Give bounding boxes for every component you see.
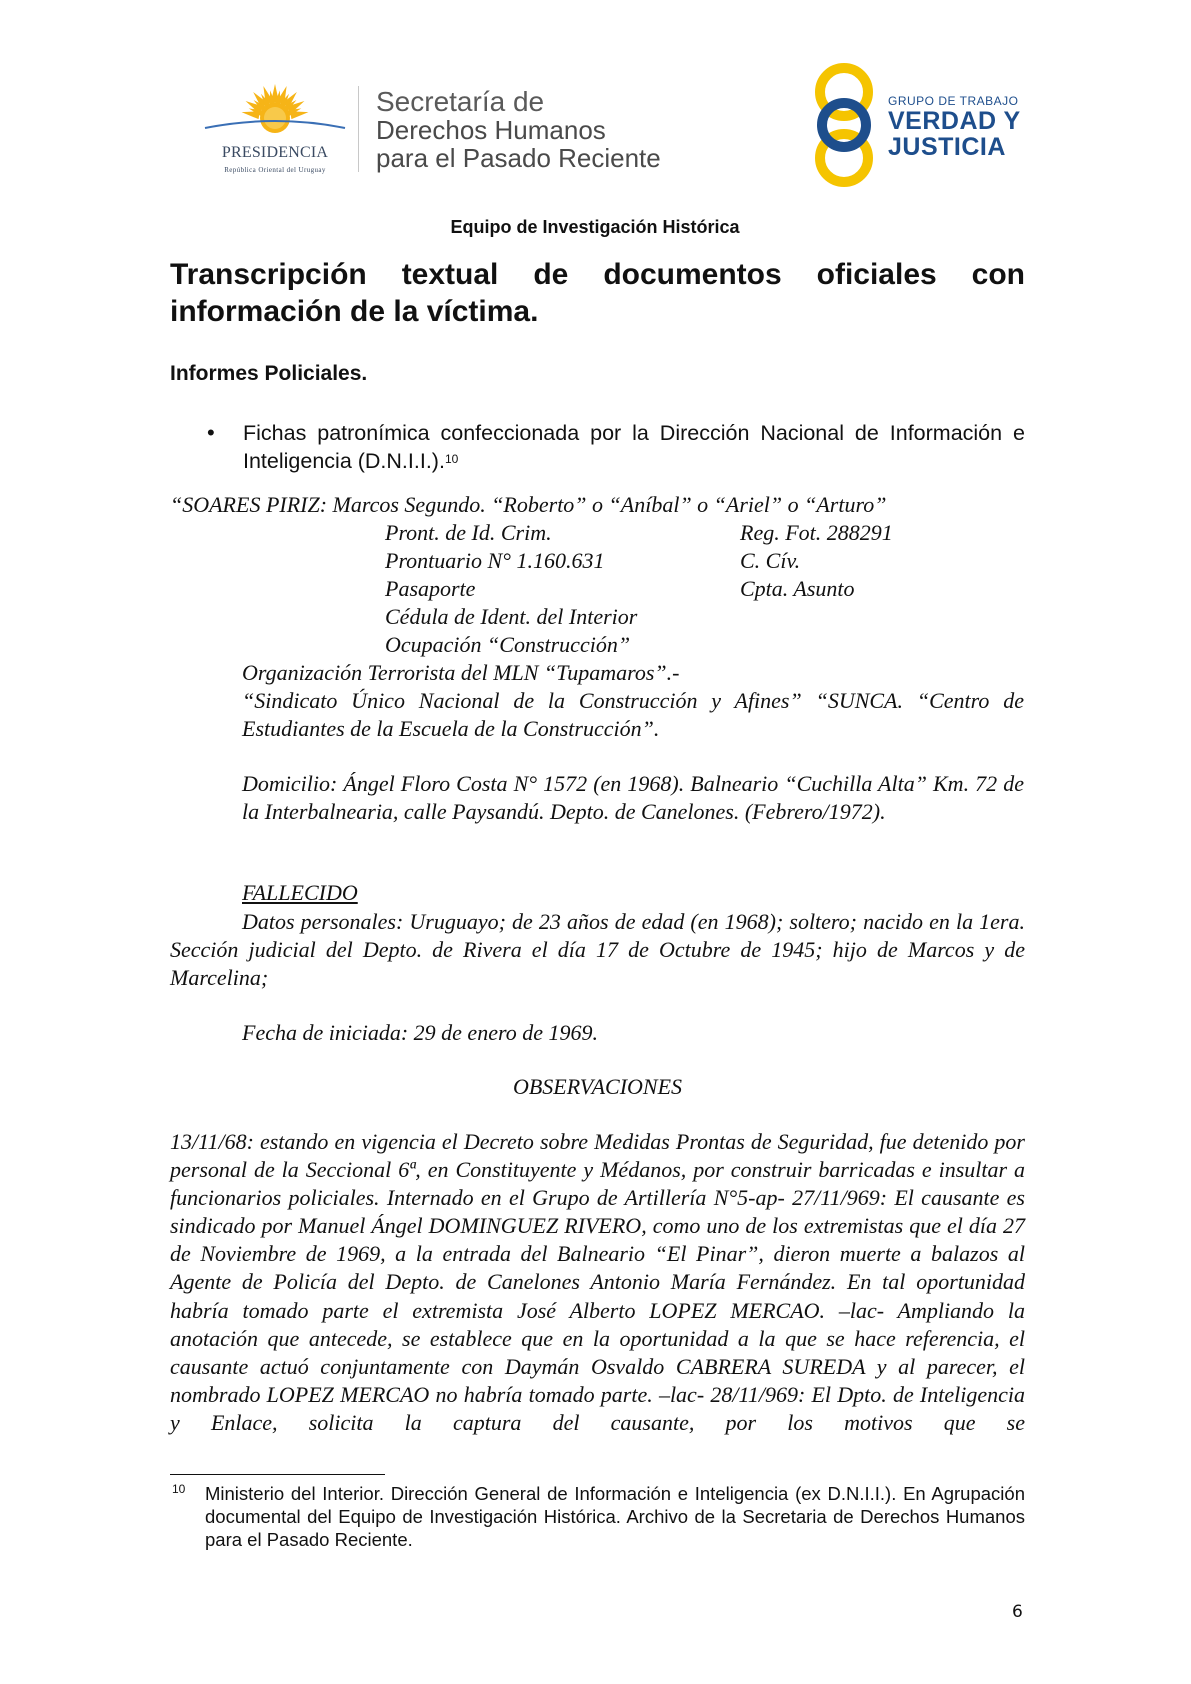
record-domicilio: Domicilio: Ángel Floro Costa N° 1572 (en 1968). Balneario “Cuchilla Alta” Km. 72 de la Interbalnearia, calle Paysandú. Depto. de Canelones. (Febrero/1972). [242,771,1024,824]
presidencia-logo [196,80,354,180]
secretaria-line-3: para el Pasado Reciente [376,143,661,173]
footnote-separator [170,1474,385,1475]
bullet-marker: • [207,420,215,445]
record-sindicato: “Sindicato Único Nacional de la Construcción y Afines” “SUNCA. “Centro de Estudiantes de la Escuela de la Construcción”. [242,688,1024,741]
section-heading: Informes Policiales. [170,362,368,385]
footnote-text: Ministerio del Interior. Dirección General de Información e Inteligencia (ex D.N.I.I.). En Agrupación documental del Equipo de Investigación Histórica. Archivo de la Secretaria de Derechos Humanos para el Pasado Reciente. [205,1483,1025,1550]
header-divider [358,86,359,172]
presidencia-name: PRESIDENCIA [221,144,329,161]
grupo-line-3: JUSTICIA [888,133,1006,161]
bullet-item [243,419,1025,475]
record-name-line: “SOARES PIRIZ: Marcos Segundo. “Roberto” o “Aníbal” o “Ariel” o “Arturo” [170,492,887,517]
secretaria-logo-text [376,88,661,172]
secretaria-line-1: Secretaría de [376,86,545,117]
record-datos-personales: Datos personales: Uruguayo; de 23 años de edad (en 1968); soltero; nacido en la 1era. Sección judicial del Depto. de Rivera el día 17 de Octubre de 1945; hijo de Marcos y de Marcelina; [170,909,1025,990]
grupo-line-1: GRUPO DE TRABAJO [888,94,1019,108]
footnote-number: 10 [172,1482,186,1496]
record-field: Cpta. Asunto [740,576,855,601]
observaciones-text: 13/11/68: estando en vigencia el Decreto sobre Medidas Prontas de Seguridad, fue detenido por personal de la Seccional 6ª, en Constituyente y Médanos, por construir barricadas e insultar a funcionarios policiales. Internado en el Grupo de Artillería N°5-ap- 27/11/969: El causante es sindicado por Manuel Ángel DOMINGUEZ RIVERO, como uno de los extremistas que el día 27 de Noviembre de 1969, a la entrada del Balneario “El Pinar”, dieron muerte a balazos al Agente de Policía del Depto. de Canelones Antonio María Fernández. En tal oportunidad habría tomado parte el extremista José Alberto LOPEZ MERCAO. –lac- Ampliando la anotación que antecede, se establece que en la oportunidad a la que se hace referencia, el causante actuó conjuntamente con Daymán Osvaldo CABRERA SUREDA y al parecer, el nombrado LOPEZ MERCAO no habría tomado parte. –lac- 28/11/969: El Dpto. de Inteligencia y Enlace, solicita la captura del causante, por los motivos que se [170,1129,1025,1435]
record-field: C. Cív. [740,548,801,573]
record-field: Ocupación “Construcción” [385,632,631,657]
linked-rings-icon [812,62,882,188]
record-fecha-iniciada: Fecha de iniciada: 29 de enero de 1969. [242,1020,598,1045]
record-field: Pasaporte [385,576,476,601]
grupo-line-2: VERDAD Y [888,107,1021,135]
record-organizacion: Organización Terrorista del MLN “Tupamaros”.- [242,660,680,685]
observaciones-heading: OBSERVACIONES [512,1074,683,1099]
record-field: Pront. de Id. Crim. [385,520,552,545]
record-fallecido: FALLECIDO [242,880,358,905]
footnote-reference[interactable]: 10 [444,452,459,466]
record-field: Cédula de Ident. del Interior [385,604,638,629]
team-heading: Equipo de Investigación Histórica [450,217,740,237]
grupo-trabajo-logo [812,62,1032,188]
sun-icon [196,80,354,146]
presidencia-subtitle: República Oriental del Uruguay [224,166,326,174]
page-number: 6 [1012,1602,1023,1622]
record-field: Prontuario N° 1.160.631 [385,548,605,573]
secretaria-line-2: Derechos Humanos [376,115,606,145]
bullet-item-text: Fichas patronímica confeccionada por la Dirección Nacional de Información e Inteligencia (D.N.I.I.). [243,421,1025,473]
record-field: Reg. Fot. 288291 [740,520,893,545]
document-title: Transcripción textual de documentos oficiales con información de la víctima. [170,258,1025,328]
